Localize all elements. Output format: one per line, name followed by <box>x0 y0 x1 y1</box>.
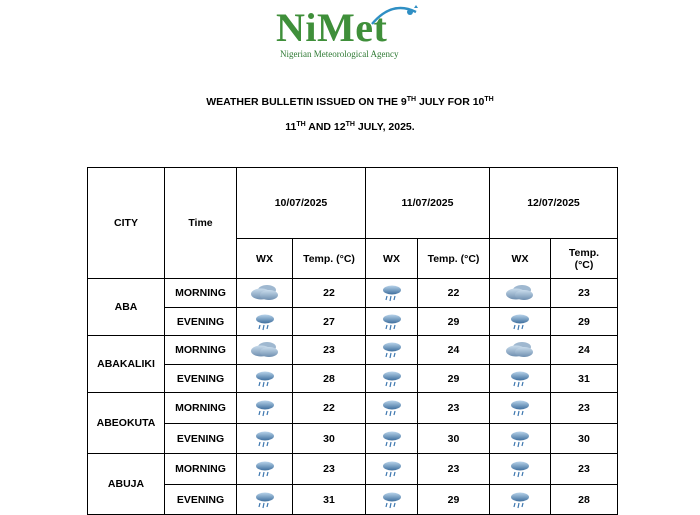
time-of-day: EVENING <box>165 485 237 515</box>
weather-cell <box>366 279 418 308</box>
weather-cell <box>490 279 551 308</box>
rain-cloud-icon <box>504 458 536 480</box>
rain-cloud-icon <box>249 428 281 450</box>
cloudy-icon <box>504 339 536 361</box>
temperature-value: 23 <box>551 454 618 485</box>
rain-cloud-icon <box>249 397 281 419</box>
temperature-value: 22 <box>293 393 366 424</box>
rain-cloud-icon <box>376 428 408 450</box>
rain-cloud-icon <box>249 458 281 480</box>
table-row <box>88 424 618 454</box>
temperature-value: 24 <box>418 336 490 365</box>
logo-arc-icon <box>370 4 420 26</box>
weather-cell <box>237 308 293 336</box>
rain-cloud-icon <box>376 339 408 361</box>
weather-cell <box>237 454 293 485</box>
weather-cell <box>366 336 418 365</box>
city-name: ABEOKUTA <box>88 393 165 454</box>
temperature-value: 30 <box>293 424 366 454</box>
time-header: Time <box>165 168 237 279</box>
weather-cell <box>490 424 551 454</box>
date-header: 10/07/2025 <box>237 168 366 239</box>
nimet-logo <box>276 4 426 64</box>
temperature-value: 29 <box>418 365 490 393</box>
temp-header: Temp. (°C) <box>293 239 366 279</box>
cloudy-icon <box>249 282 281 304</box>
temperature-value: 29 <box>551 308 618 336</box>
weather-cell <box>237 279 293 308</box>
temperature-value: 28 <box>293 365 366 393</box>
logo-agency-name: Nigerian Meteorological Agency <box>280 49 399 59</box>
logo-wordmark: NiMet <box>276 5 388 50</box>
rain-cloud-icon <box>376 282 408 304</box>
temperature-value: 30 <box>551 424 618 454</box>
time-of-day: MORNING <box>165 279 237 308</box>
city-name: ABAKALIKI <box>88 336 165 393</box>
weather-cell <box>490 454 551 485</box>
rain-cloud-icon <box>376 311 408 333</box>
rain-cloud-icon <box>504 368 536 390</box>
temperature-value: 23 <box>293 454 366 485</box>
temp-header: Temp. (°C) <box>551 239 618 279</box>
rain-cloud-icon <box>249 311 281 333</box>
rain-cloud-icon <box>504 428 536 450</box>
bulletin-title-line1: WEATHER BULLETIN ISSUED ON THE 9TH JULY FOR 10TH <box>206 96 494 108</box>
time-of-day: EVENING <box>165 424 237 454</box>
weather-cell <box>237 424 293 454</box>
temperature-value: 23 <box>551 279 618 308</box>
temperature-value: 23 <box>551 393 618 424</box>
temperature-value: 22 <box>418 279 490 308</box>
rain-cloud-icon <box>249 368 281 390</box>
weather-cell <box>366 424 418 454</box>
table-row <box>88 454 618 485</box>
time-of-day: MORNING <box>165 336 237 365</box>
table-row <box>88 393 618 424</box>
wx-header: WX <box>366 239 418 279</box>
rain-cloud-icon <box>504 311 536 333</box>
temperature-value: 31 <box>293 485 366 515</box>
temperature-value: 31 <box>551 365 618 393</box>
temperature-value: 23 <box>418 454 490 485</box>
temperature-value: 23 <box>418 393 490 424</box>
weather-table <box>87 167 618 515</box>
weather-cell <box>237 336 293 365</box>
date-header: 11/07/2025 <box>366 168 490 239</box>
weather-cell <box>366 308 418 336</box>
weather-cell <box>237 365 293 393</box>
temperature-value: 29 <box>418 485 490 515</box>
table-row <box>88 279 618 308</box>
time-of-day: MORNING <box>165 454 237 485</box>
temperature-value: 27 <box>293 308 366 336</box>
time-of-day: MORNING <box>165 393 237 424</box>
city-name: ABUJA <box>88 454 165 515</box>
weather-cell <box>366 365 418 393</box>
wx-header: WX <box>490 239 551 279</box>
bulletin-title-line2: 11TH AND 12TH JULY, 2025. <box>285 121 415 133</box>
table-row <box>88 308 618 336</box>
time-of-day: EVENING <box>165 365 237 393</box>
cloudy-icon <box>504 282 536 304</box>
temperature-value: 28 <box>551 485 618 515</box>
rain-cloud-icon <box>376 368 408 390</box>
temperature-value: 30 <box>418 424 490 454</box>
table-row <box>88 365 618 393</box>
city-name: ABA <box>88 279 165 336</box>
weather-cell <box>490 365 551 393</box>
temperature-value: 24 <box>551 336 618 365</box>
time-of-day: EVENING <box>165 308 237 336</box>
table-row <box>88 336 618 365</box>
weather-cell <box>237 393 293 424</box>
wx-header: WX <box>237 239 293 279</box>
cloudy-icon <box>249 339 281 361</box>
rain-cloud-icon <box>504 397 536 419</box>
temperature-value: 22 <box>293 279 366 308</box>
weather-cell <box>490 308 551 336</box>
weather-cell <box>366 454 418 485</box>
rain-cloud-icon <box>376 458 408 480</box>
city-header: CITY <box>88 168 165 279</box>
rain-cloud-icon <box>376 397 408 419</box>
weather-cell <box>366 393 418 424</box>
temp-header: Temp. (°C) <box>418 239 490 279</box>
weather-cell <box>490 393 551 424</box>
temperature-value: 23 <box>293 336 366 365</box>
temperature-value: 29 <box>418 308 490 336</box>
date-header: 12/07/2025 <box>490 168 618 239</box>
weather-cell <box>490 336 551 365</box>
